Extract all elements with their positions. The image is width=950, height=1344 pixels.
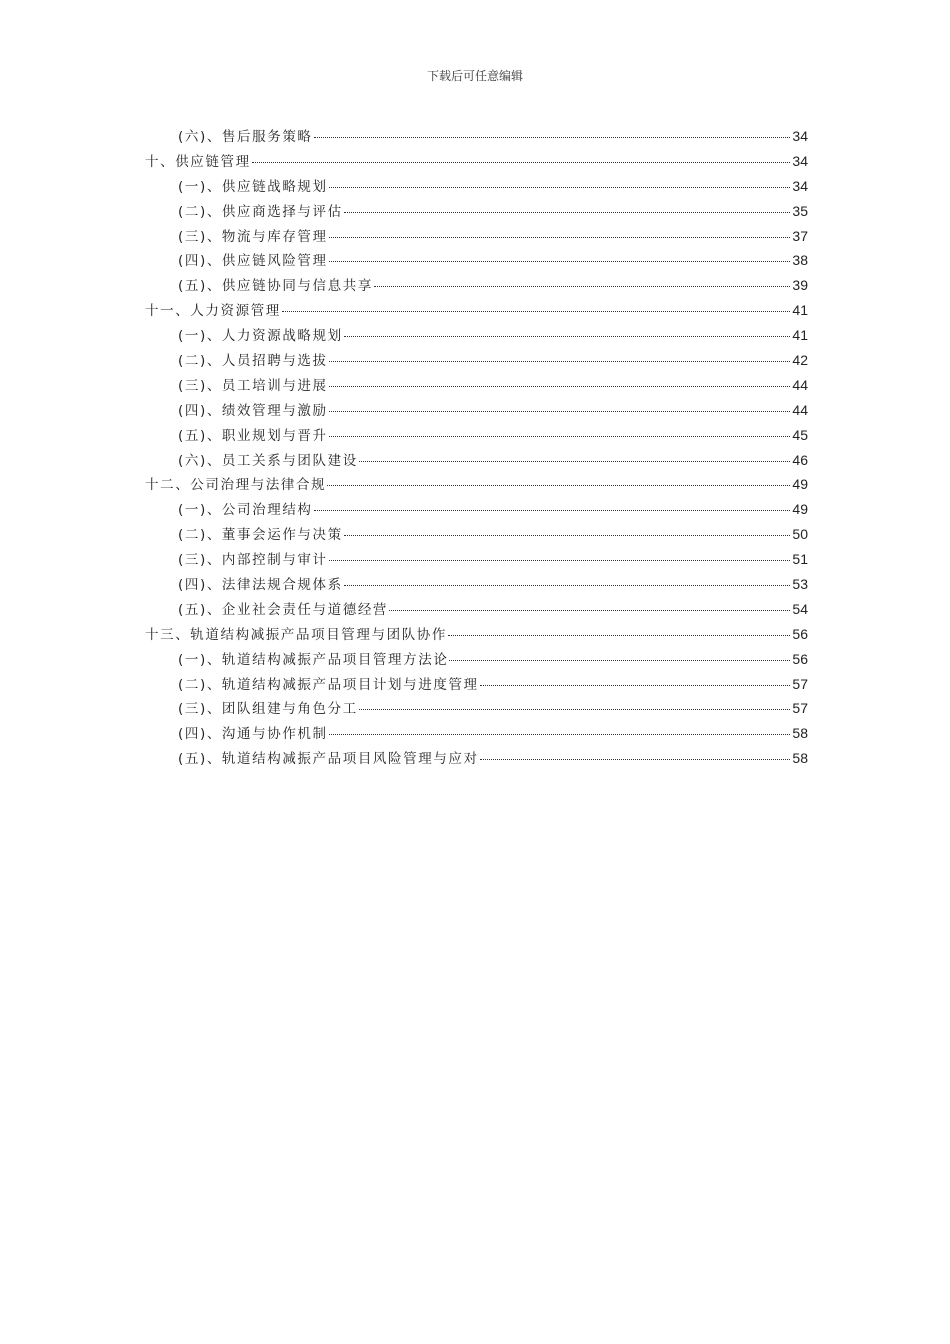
toc-entry-page-number: 38 [792,252,808,269]
toc-entry[interactable] [145,697,808,722]
toc-dot-leader [282,311,791,312]
toc-dot-leader [329,734,791,735]
toc-entry[interactable] [145,374,808,399]
toc-entry-title: (五)、轨道结构减振产品项目风险管理与应对 [178,751,479,768]
toc-entry-title: (五)、供应链协同与信息共享 [178,278,373,295]
toc-entry[interactable] [145,349,808,374]
toc-dot-leader [329,411,791,412]
toc-dot-leader [344,336,791,337]
toc-entry-page-number: 39 [792,277,808,294]
toc-dot-leader [329,261,791,262]
toc-entry[interactable] [145,473,808,498]
toc-entry[interactable] [145,274,808,299]
toc-entry-page-number: 41 [792,327,808,344]
toc-dot-leader [314,510,791,511]
toc-entry[interactable] [145,498,808,523]
toc-entry[interactable] [145,449,808,474]
toc-entry-title: 十二、公司治理与法律合规 [145,477,327,494]
toc-entry[interactable] [145,125,808,150]
toc-entry[interactable] [145,548,808,573]
toc-entry-title: (一)、公司治理结构 [178,502,313,519]
toc-entry-page-number: 44 [792,401,808,418]
toc-entry[interactable] [145,722,808,747]
toc-entry-page-number: 58 [792,725,808,742]
toc-entry-page-number: 49 [792,476,808,493]
toc-dot-leader [448,635,790,636]
toc-entry[interactable] [145,598,808,623]
toc-entry-title: (一)、人力资源战略规划 [178,328,343,345]
toc-entry-page-number: 34 [792,128,808,144]
toc-dot-leader [329,361,791,362]
toc-entry-title: (四)、沟通与协作机制 [178,726,328,743]
toc-entry[interactable] [145,299,808,324]
toc-entry-page-number: 57 [792,675,808,692]
toc-entry-page-number: 37 [792,227,808,244]
toc-entry[interactable] [145,200,808,225]
toc-dot-leader [252,162,791,163]
toc-dot-leader [344,585,791,586]
toc-dot-leader [314,137,791,138]
toc-entry[interactable] [145,150,808,175]
toc-entry[interactable] [145,225,808,250]
toc-entry-title: (一)、供应链战略规划 [178,178,328,195]
toc-entry-page-number: 46 [792,451,808,468]
toc-entry-title: 十三、轨道结构减振产品项目管理与团队协作 [145,626,447,643]
toc-dot-leader [374,286,790,287]
toc-entry-page-number: 44 [792,376,808,393]
toc-entry-page-number: 56 [792,650,808,667]
toc-dot-leader [329,187,791,188]
toc-entry-title: (三)、内部控制与审计 [178,552,328,569]
toc-entry-title: (六)、售后服务策略 [178,129,313,145]
toc-entry[interactable] [145,175,808,200]
toc-dot-leader [329,386,791,387]
toc-entry-page-number: 54 [792,600,808,617]
toc-entry-page-number: 35 [792,202,808,219]
toc-entry-title: (三)、物流与库存管理 [178,228,328,245]
toc-entry-title: (三)、团队组建与角色分工 [178,701,358,718]
toc-entry-page-number: 34 [792,177,808,194]
toc-dot-leader [329,436,791,437]
toc-dot-leader [344,212,791,213]
toc-dot-leader [480,685,791,686]
toc-dot-leader [344,535,791,536]
toc-entry[interactable] [145,648,808,673]
toc-entry-page-number: 41 [792,302,808,319]
toc-entry-title: (六)、员工关系与团队建设 [178,452,358,469]
toc-entry-title: (二)、人员招聘与选拔 [178,353,328,370]
toc-dot-leader [329,237,791,238]
toc-entry[interactable] [145,673,808,698]
toc-entry-page-number: 58 [792,750,808,767]
toc-entry-title: (五)、企业社会责任与道德经营 [178,601,389,618]
toc-entry-page-number: 42 [792,352,808,369]
toc-entry-title: (四)、法律法规合规体系 [178,577,343,594]
page-header-note: 下载后可任意编辑 [426,69,523,83]
toc-entry-title: (二)、供应商选择与评估 [178,203,343,220]
toc-dot-leader [449,660,790,661]
toc-dot-leader [359,709,791,710]
toc-entry-page-number: 50 [792,526,808,543]
toc-entry[interactable] [145,249,808,274]
toc-entry-page-number: 51 [792,551,808,568]
toc-entry-title: (二)、董事会运作与决策 [178,527,343,544]
toc-dot-leader [389,610,790,611]
toc-entry-title: (三)、员工培训与进展 [178,377,328,394]
toc-entry[interactable] [145,324,808,349]
toc-entry[interactable] [145,623,808,648]
toc-entry-page-number: 45 [792,426,808,443]
toc-dot-leader [480,759,791,760]
toc-entry-page-number: 49 [792,501,808,518]
toc-entry[interactable] [145,399,808,424]
toc-entry-page-number: 57 [792,700,808,717]
toc-dot-leader [327,485,790,486]
toc-entry[interactable] [145,424,808,449]
toc-entry-title: 十一、人力资源管理 [145,303,281,320]
toc-entry-title: (四)、绩效管理与激励 [178,402,328,419]
toc-dot-leader [359,461,791,462]
toc-entry-page-number: 53 [792,576,808,593]
toc-entry-page-number: 56 [792,625,808,642]
toc-entry-title: (四)、供应链风险管理 [178,253,328,270]
toc-entry-title: (一)、轨道结构减振产品项目管理方法论 [178,651,449,668]
toc-entry[interactable] [145,523,808,548]
table-of-contents [145,125,808,772]
toc-entry-title: (五)、职业规划与晋升 [178,427,328,444]
toc-entry[interactable] [145,573,808,598]
toc-entry-title: (二)、轨道结构减振产品项目计划与进度管理 [178,676,479,693]
toc-dot-leader [329,560,791,561]
toc-entry-title: 十、供应链管理 [145,153,251,170]
toc-entry-page-number: 34 [792,152,808,169]
toc-entry[interactable] [145,747,808,772]
